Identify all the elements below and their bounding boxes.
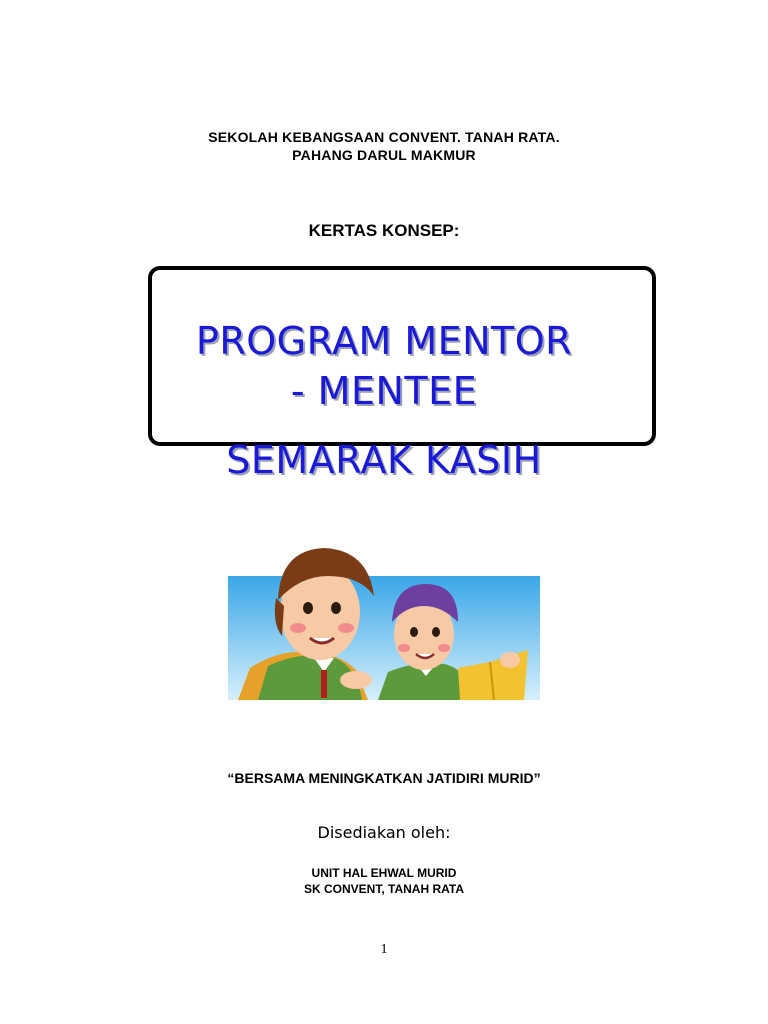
prepared-by-label: Disediakan oleh: — [317, 823, 451, 842]
students-reading-illustration — [228, 540, 540, 700]
program-title-line-1: PROGRAM MENTOR — [195, 319, 573, 363]
school-name: SEKOLAH KEBANGSAAN CONVENT. TANAH RATA. — [208, 129, 560, 145]
page-number: 1 — [380, 942, 388, 957]
school-state: PAHANG DARUL MAKMUR — [292, 147, 476, 163]
unit-name: UNIT HAL EHWAL MURID — [311, 866, 457, 880]
program-title-line-2: - MENTEE — [290, 369, 478, 413]
document-type-heading: KERTAS KONSEP: — [308, 221, 460, 240]
unit-school: SK CONVENT, TANAH RATA — [304, 882, 464, 896]
motto-text: “BERSAMA MENINGKATKAN JATIDIRI MURID” — [227, 770, 541, 786]
program-title-line-3: SEMARAK KASIH — [226, 438, 542, 476]
